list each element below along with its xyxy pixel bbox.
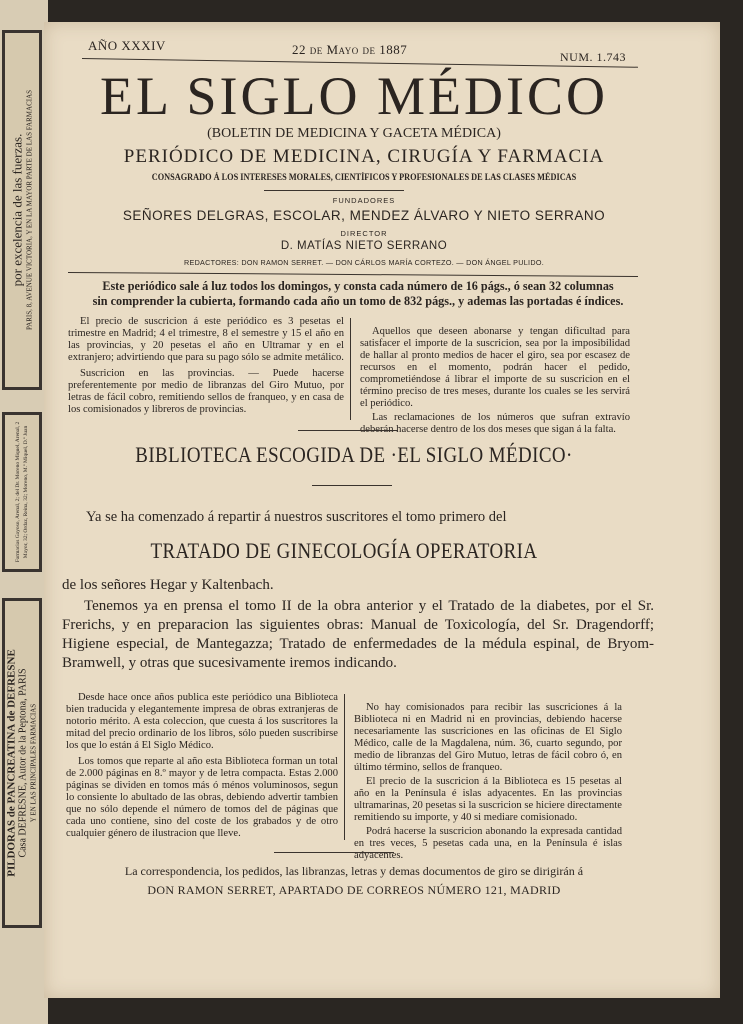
library-price-paragraph: El precio de la suscricion á la Biblioteca es 15 pesetas al año en la Península é islas adyacentes. En las provincias ultramarinas, 20 pesetas si la suscricion se hiciere directamente remitiendo su importe, y 40 si mediare comisionado. (354, 776, 622, 823)
redactores-line: REDACTORES: DON RAMON SERRET. — DON CÁRLOS MARÍA CORTEZO. — DON ÁNGEL PULIDO. (183, 258, 545, 267)
newspaper-page (44, 22, 720, 998)
lower-left-column (66, 692, 338, 840)
issue-number: NUM. 1.743 (560, 50, 627, 64)
tratado-authors: de los señores Hegar y Kaltenbach. (62, 577, 274, 593)
fundadores-names: SEÑORES DELGRAS, ESCOLAR, MENDEZ ÁLVARO Y NIETO SERRANO (122, 208, 606, 223)
advert-3-line-3: Y EN LAS PRINCIPALES FARMACIAS (29, 703, 38, 823)
biblioteca-intro: Ya se ha comenzado á repartir á nuestros suscritores el tomo primero del (86, 509, 507, 525)
footer-rule (274, 852, 394, 853)
advert-1-line-1: por excelencia de las fuerzas. (9, 133, 25, 287)
advert-2-line-1: Farmacias Gayoso, Arenal, 2; del Dr. Moreno Miquel, Arenal, 2 (15, 421, 21, 563)
footer-line-2: DON RAMON SERRET, APARTADO DE CORREOS NÚMERO 121, MADRID (147, 883, 561, 897)
advert-2-line-2: Mayor, 32; Ordaz, Reina, 32; Moreno, M.º Miquel, D.º Juan (23, 425, 29, 559)
subscription-left-column (68, 316, 344, 416)
subscription-right-column (360, 326, 630, 436)
subscription-provinces-paragraph: Suscricion en las provincias. — Puede hacerse preferentemente por medio de libranzas del Giro Mutuo, por letras de fácil cobro, remitiendo sellos de franqueo, y en casa de los comisionados y libreros de provincias. (68, 368, 344, 415)
director-name: D. MATÍAS NIETO SERRANO (280, 240, 448, 252)
notice-line-2: sin comprender la cubierta, formando cada año un tomo de 832 págs., y ademas las portadas é índices. (92, 294, 624, 308)
director-label: DIRECTOR (340, 229, 388, 238)
masthead-periodico: PERIÓDICO DE MEDICINA, CIRUGÍA Y FARMACIA (123, 146, 605, 167)
issue-date: 22 de Mayo de 1887 (292, 42, 408, 57)
masthead-consagrado: CONSAGRADO Á LOS INTERESES MORALES, CIENTÍFICOS Y PROFESIONALES DE LAS CLASES MÉDICAS (151, 172, 577, 182)
subscription-column-divider (350, 318, 351, 420)
section-rule-2 (312, 485, 392, 486)
lower-right-column (354, 702, 622, 862)
advert-3-line-1: PILDORAS de PANCREATINA de DEFRESNE (5, 649, 18, 877)
fundadores-label: FUNDADORES (332, 196, 396, 205)
advert-box-2 (2, 412, 42, 572)
subscription-deferred-paragraph: Aquellos que deseen abonarse y tengan dificultad para satisfacer el importe de la suscricion, sea por la imposibilidad de hallar al pronto medios de hacer el giro, sea por escasez de recursos en el momento, podrán hacer el pedido, comprometiéndose á librar el importe de su suscricion en el término preciso de tres meses, durante los cuales se les servirá el periódico. (360, 326, 630, 409)
advert-box-1 (2, 30, 42, 390)
library-description-paragraph: Desde hace once años publica este periódico una Biblioteca bien traducida y elegantemente impresa de obras extranjeras de notorio mérito. A esta coleccion, que cuesta á los suscritores la mitad del precio ordinario de los libros, sólo pueden suscribirse los que lo están á El Siglo Médico. (66, 692, 338, 751)
section-rule-1 (298, 430, 398, 431)
advert-3-line-2: Casa DEFRESNE, Autor de la Peptona, PARIS (17, 668, 29, 858)
left-spine (0, 0, 48, 1024)
year-label: AÑO XXXIV (88, 38, 166, 53)
subscription-price-paragraph: El precio de suscricion á este periódico es 3 pesetas el trimestre en Madrid; 4 el trimestre, 8 el semestre y 15 el año en las provincias, y 20 pesetas el año en Ultramar y en el extranjero; advirtiendo que para su pago sólo se admite metálico. (68, 316, 344, 363)
masthead-rule (264, 190, 404, 191)
library-agents-paragraph: No hay comisionados para recibir las suscriciones á la Biblioteca ni en Madrid ni en provincias, debiendo hacerse necesariamente las suscriciones en las oficinas de El Siglo Médico, calle de la Magdalena, núm. 36, cuarto segundo, por medio de libranzas del Giro Mutuo, letras de fácil cobro ó, en último término, sellos de franqueo. (354, 702, 622, 773)
biblioteca-heading: BIBLIOTECA ESCOGIDA DE ·EL SIGLO MÉDICO· (135, 442, 573, 467)
advert-box-3 (2, 598, 42, 928)
advert-1-line-2: PARIS, 8, AVENUE VICTORIA, Y EN LA MAYOR PARTE DE LAS FARMACIAS (25, 89, 34, 331)
notice-line-1: Este periódico sale á luz todos los domingos, y consta cada número de 16 págs., ó sean 32 columnas (102, 279, 614, 293)
subscription-claims-paragraph: Las reclamaciones de los números que sufran extravío deberán hacerse dentro de los dos meses que sigan á la falta. (360, 412, 630, 435)
redactores-rule (68, 272, 638, 277)
masthead-title: EL SIGLO MÉDICO (100, 66, 608, 126)
masthead-subtitle: (BOLETIN DE MEDICINA Y GACETA MÉDICA) (207, 126, 501, 141)
library-installments-paragraph: Podrá hacerse la suscricion abonando la expresada cantidad en tres veces, 5 pesetas cada una, en la Península é islas adyacentes. (354, 826, 622, 861)
lower-column-divider (344, 694, 345, 840)
library-volumes-paragraph: Los tomos que reparte al año esta Biblioteca forman un total de 2.000 páginas en 8.º mayor y de letra compacta. Estas 2.000 páginas se dividen en tomos más ó ménos voluminosos, segun lo consiente lo abultado de las obras, debiendo advertir tambien que no sólo depende el número de tomos del de páginas que cada uno contiene, sino del coste de los grabados y de otro cualquier género de ilustracion que lleve. (66, 756, 338, 839)
biblioteca-body: Tenemos ya en prensa el tomo II de la obra anterior y el Tratado de la diabetes, por el Sr. Frerichs, y en preparacion las siguientes obras: Manual de Toxicología, del Sr. Dragendorff; Higiene especial, de Mantegazza; Tratado de enfermedades de la médula espinal, de Bryom-Bramwell, y otras que sucesivamente iremos indicando. (62, 598, 654, 671)
tratado-title: TRATADO DE GINECOLOGÍA OPERATORIA (150, 538, 538, 563)
footer-line-1: La correspondencia, los pedidos, las libranzas, letras y demas documentos de giro se dirigirán á (124, 864, 584, 878)
